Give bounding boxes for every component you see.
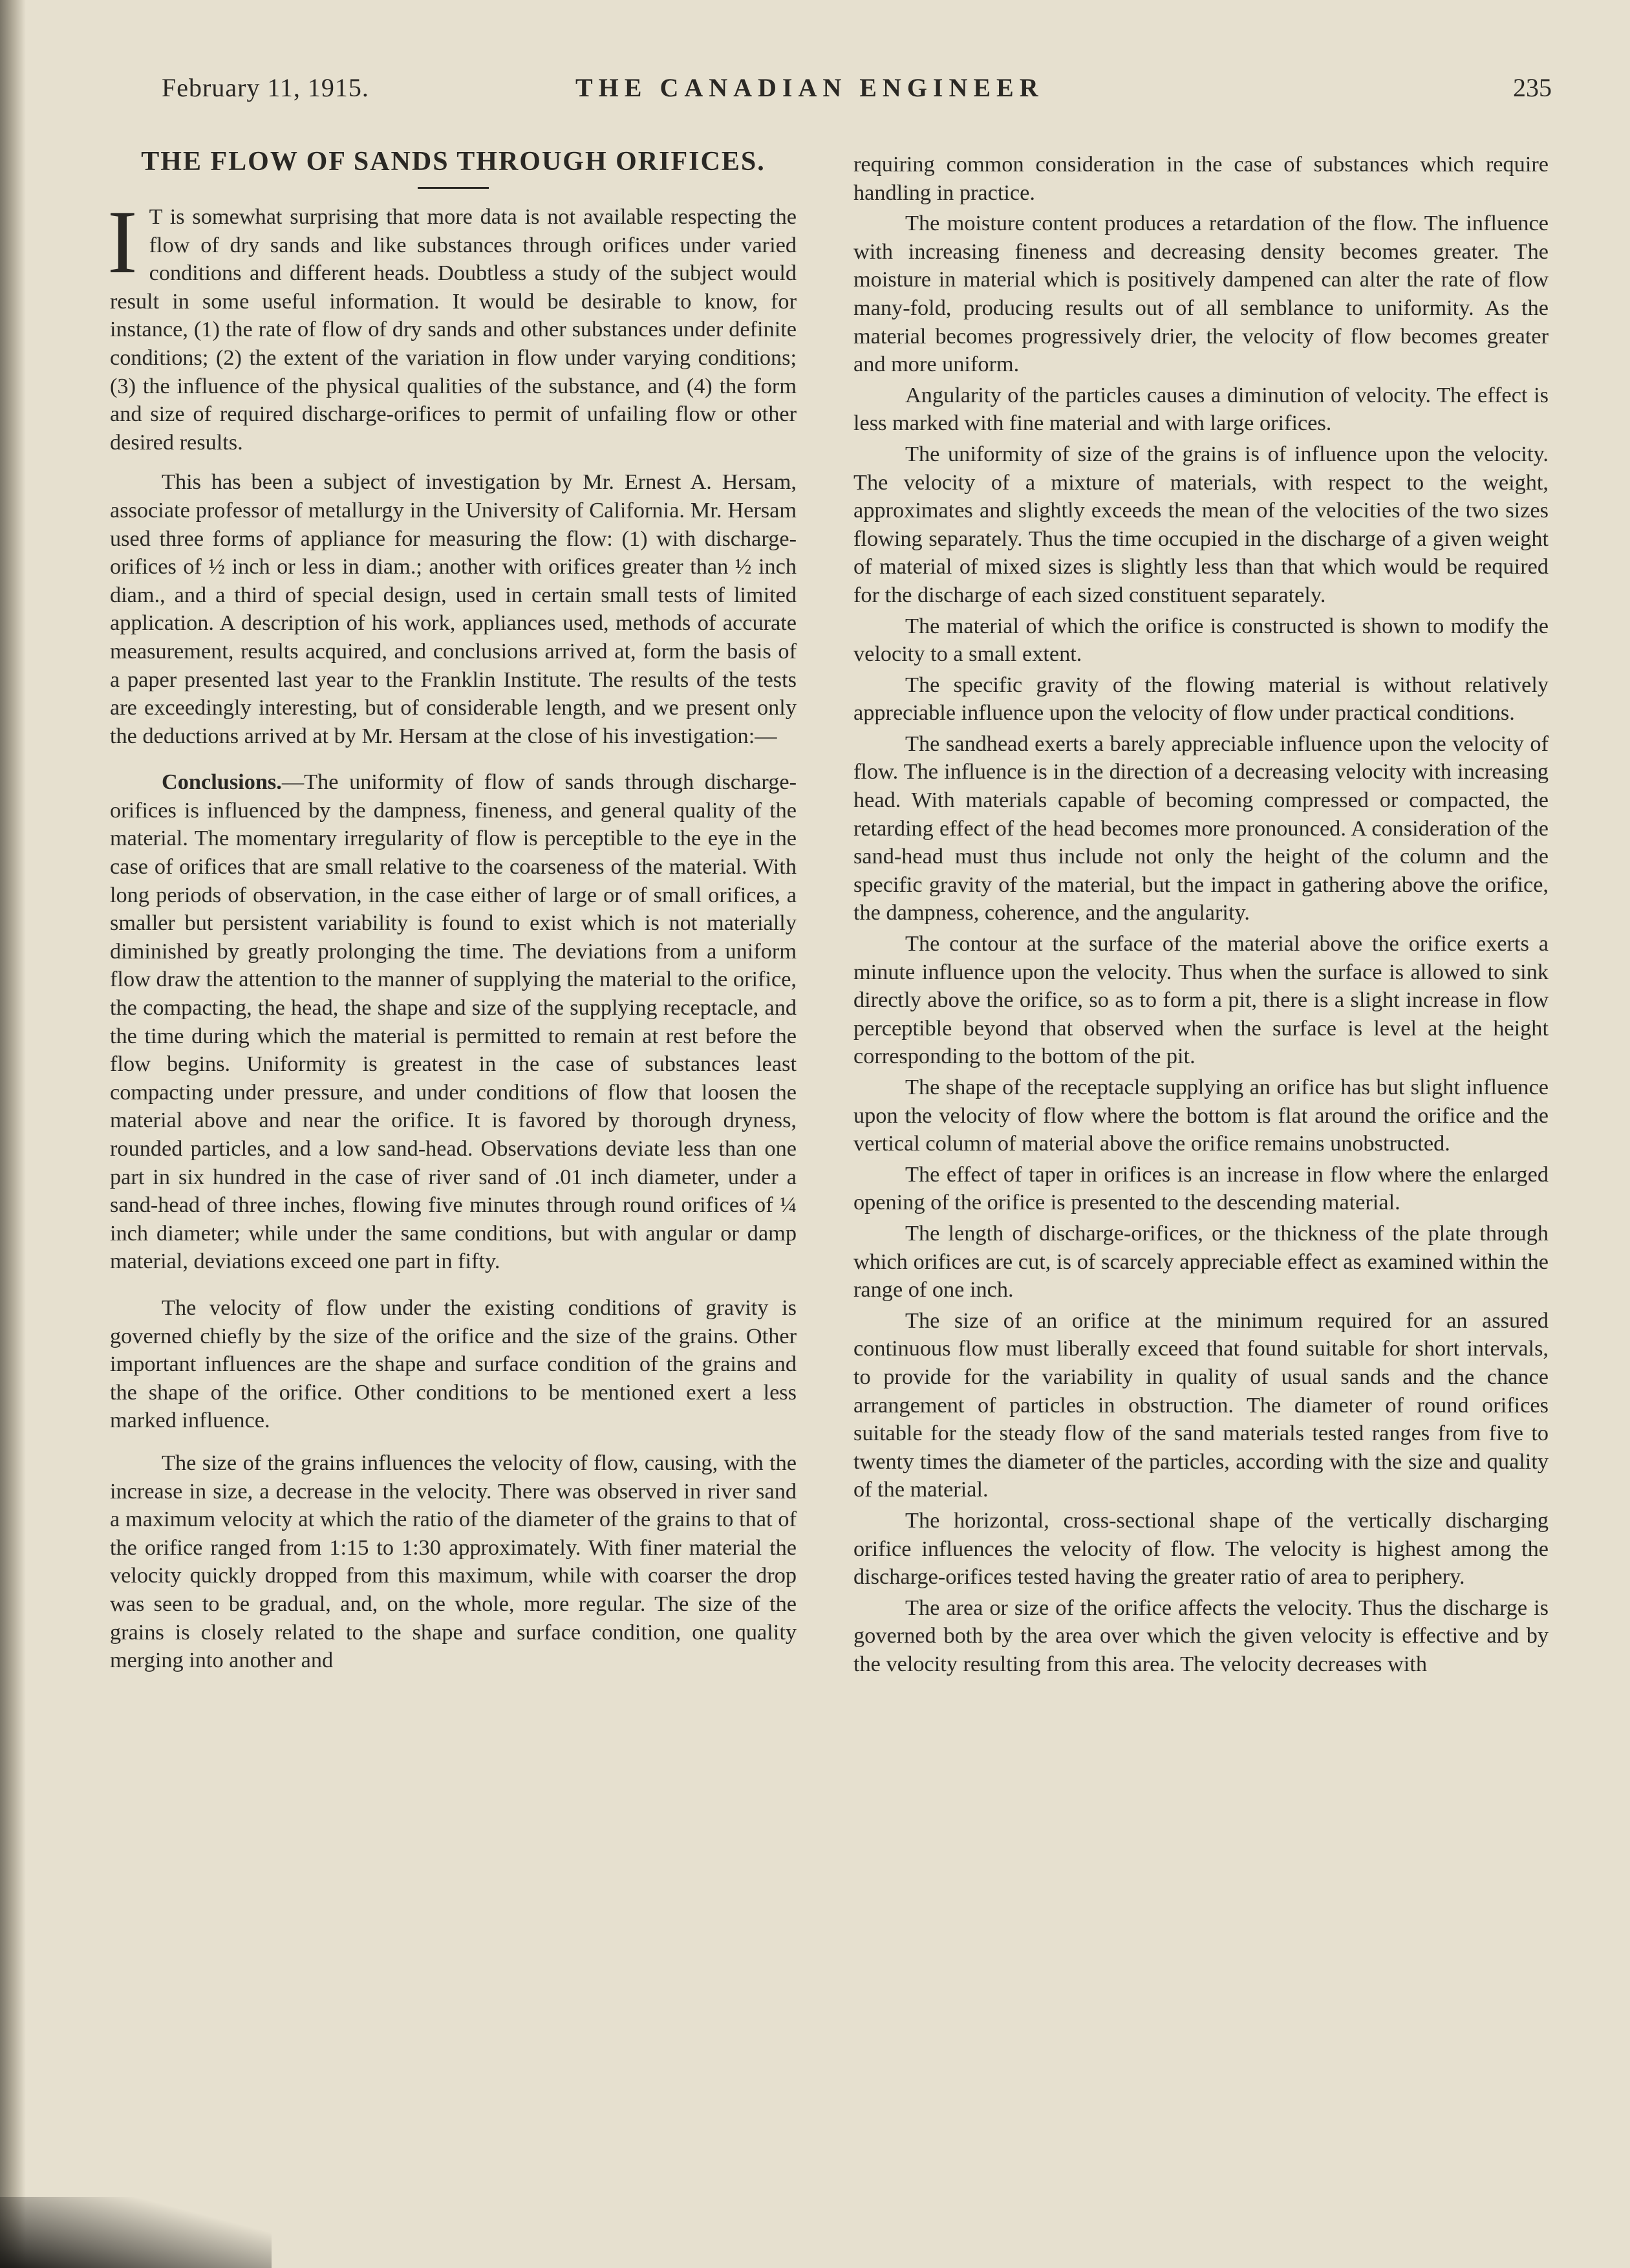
intro-paragraph: I T is somewhat surprising that more data is not available respecting the flow of dry sands and like substances through orifices under varied conditions and different heads. Doubtless a study of the subject would result in some useful information. It would be desirable to know, for instance, (1) the rate of flow of dry sands and other substances under definite conditions; (2) the extent of the variation in flow under varying conditions; (3) the influence of the physical qualities of the substance, and (4) the form and size of required discharge-orifices to permit of unfailing flow or other desired results. xyxy=(107,192,797,455)
paragraph: The moisture content produces a retardation of the flow. The influence with increasing fineness and decreasing density becomes greater. The moisture in material which is positively dampened can alter the rate of flow many-fold, producing results out of all semblance to uniformity. As the material becomes progressively drier, the velocity of flow becomes greater and more uniform. xyxy=(853,211,1549,377)
conclusions-paragraph: Conclusions.—The uniformity of flow of sands through discharge-orifices is influenced by the dampness, fineness, and general quality of the material. The momentary irregularity of flow is perceptible to the eye in the case of orifices that are small relative to the coarseness of the material. With long periods of observation, in the case either of large or of small orifices, a smaller but persistent variability is found to exist which is not materially diminished by greatly prolonging the time. The deviations from a uniform flow draw the attention to the manner of supplying the material to the orifice, the compacting, the head, the shape and size of the supplying receptacle, and the time during which the material is permitted to remain at rest before the flow begins. Uniformity is greatest in the case of substances least compacting under pressure, and under conditions of flow that loosen the material above and near the orifice. It is favored by thorough dryness, rounded particles, and a low sand-head. Observations deviate less than one part in six hundred in the case of river sand of .01 inch diameter, under a sand-head of three inches, flowing five minutes through round orifices of ¼ inch diameter; while under the same conditions, but with angular or damp material, deviations exceed one part in fifty. xyxy=(110,770,797,1274)
issue-date: February 11, 1915. xyxy=(162,73,369,102)
left-column xyxy=(107,146,797,1675)
paragraph: The size of the grains influences the velocity of flow, causing, with the increase in size, a decrease in the velocity. There was observed in river sand a maximum velocity at which the ratio of the diameter of the grains to that of the orifice ranged from 1:15 to 1:30 approximately. With finer material the velocity quickly dropped from this maximum, while with coarser the drop was seen to be gradual, and, on the whole, more regular. The size of the grains is closely related to the shape and surface condition, one quality merging into another and xyxy=(110,1450,797,1673)
title-rule xyxy=(418,187,489,189)
journal-title: THE CANADIAN ENGINEER xyxy=(575,73,1044,102)
conclusions-heading: Conclusions. xyxy=(162,770,282,795)
book-spine-shadow xyxy=(0,0,26,2268)
paragraph: The velocity of flow under the existing conditions of gravity is governed chiefly by the size of the orifice and the size of the grains. Other important influences are the shape and surface condition of the grains and the shape of the orifice. Other conditions to be mentioned exert a less marked influence. xyxy=(110,1295,797,1433)
paragraph: The size of an orifice at the minimum required for an assured continuous flow must liberally exceed that found suitable for short intervals, to provide for the variability in quality of usual sands and the chance arrangement of particles in obstruction. The diameter of round orifices suitable for the steady flow of the sand materials tested ranges from five to twenty times the diameter of the particles, according with the size and quality of the material. xyxy=(853,1308,1549,1502)
paragraph: The sandhead exerts a barely appreciable influence upon the velocity of flow. The influence is in the direction of a decreasing velocity with increasing head. With materials capable of becoming compressed or compacted, the retarding effect of the head becomes more pronounced. A consideration of the sand-head must thus include not only the height of the column and the specific gravity of the material, but the impact in gathering above the orifice, the dampness, coherence, and the angularity. xyxy=(853,731,1549,925)
article-title: THE FLOW OF SANDS THROUGH ORIFICES. xyxy=(141,147,766,177)
drop-cap: I xyxy=(107,192,138,292)
paragraph: The effect of taper in orifices is an increase in flow where the enlarged opening of the orifice is presented to the descending material. xyxy=(853,1161,1549,1215)
paragraph: The length of discharge-orifices, or the thickness of the plate through which orifices are cut, is of scarcely appreciable effect as examined within the range of one inch. xyxy=(853,1220,1549,1302)
right-column xyxy=(853,151,1549,1678)
paragraph: The horizontal, cross-sectional shape of the vertically discharging orifice influences the velocity of flow. The velocity is highest among the discharge-orifices tested having the greater ratio of area to periphery. xyxy=(853,1507,1549,1590)
running-header xyxy=(162,72,1552,111)
paragraph-continued: requiring common consideration in the case of substances which require handling in practice. xyxy=(853,152,1549,205)
paragraph: The material of which the orifice is constructed is shown to modify the velocity to a small extent. xyxy=(853,613,1549,667)
paragraph: The contour at the surface of the material above the orifice exerts a minute influence upon the velocity. Thus when the surface is allowed to sink directly above the orifice, so as to form a pit, there is a slight increase in flow perceptible beyond that observed when the surface is level at the height corresponding to the bottom of the pit. xyxy=(853,931,1549,1069)
paragraph: The shape of the receptacle supplying an orifice has but slight influence upon the velocity of flow where the bottom is flat around the orifice and the vertical column of material above the orifice remains unobstructed. xyxy=(853,1075,1549,1156)
paragraph: Angularity of the particles causes a diminution of velocity. The effect is less marked with fine material and with large orifices. xyxy=(853,382,1549,436)
page-number: 235 xyxy=(1513,73,1552,102)
paragraph: The specific gravity of the flowing material is without relatively appreciable influence upon the velocity of flow under practical conditions. xyxy=(853,672,1549,726)
paragraph: The area or size of the orifice affects the velocity. Thus the discharge is governed both by the area over which the given velocity is effective and by the velocity resulting from this area. The velocity decreases with xyxy=(853,1595,1549,1676)
paragraph: The uniformity of size of the grains is of influence upon the velocity. The velocity of a mixture of materials, with respect to the weight, approximates and slightly exceeds the mean of the velocities of the two sizes flowing separately. Thus the time occupied in the discharge of a given weight of material of mixed sizes is slightly less than that which would be required for the discharge of each sized constituent separately. xyxy=(853,441,1549,607)
paragraph: This has been a subject of investigation by Mr. Ernest A. Hersam, associate professor of metallurgy in the University of California. Mr. Hersam used three forms of appliance for measuring the flow: (1) with discharge-orifices of ½ inch or less in diam.; another with orifices greater than ½ inch diam., and a third of special design, used in certain small tests of limited application. A description of his work, appliances used, methods of accurate measurement, results acquired, and conclusions arrived at, form the basis of a paper presented last year to the Franklin Institute. The results of the tests are exceedingly interesting, but of considerable length, and we present only the deductions arrived at by Mr. Hersam at the close of his investigation:— xyxy=(110,470,797,748)
page-corner-shadow xyxy=(0,2197,272,2268)
